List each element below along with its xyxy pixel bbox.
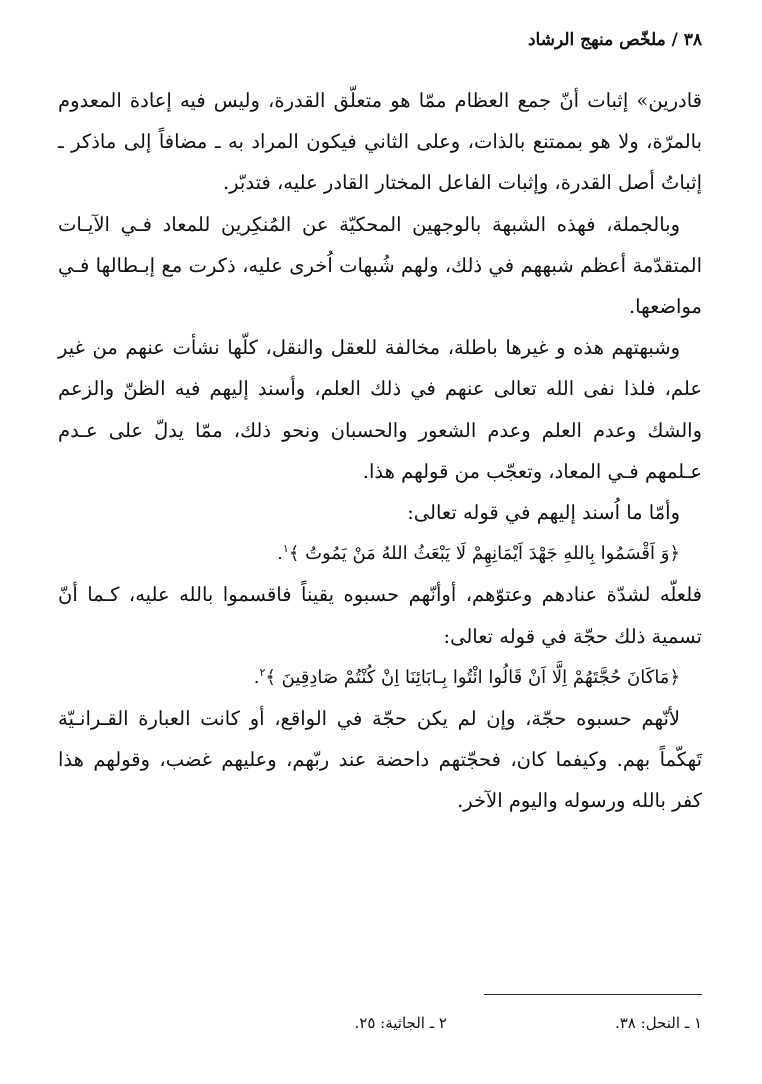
main-text xyxy=(58,80,702,822)
footnote-ref-2: ٢ xyxy=(259,665,266,679)
page-header: ٣٨ / ملخّص منهج الرشاد xyxy=(527,30,702,50)
quran-verse-1: ﴿وَ اَقْسَمُوا بِاللهِ جَهْدَ اَيْمَانِهِمْ لَا يَبْعَثُ اللهُ مَنْ يَمُوتُ ﴾$^١$. xyxy=(277,542,680,565)
footnote-2: ٢ ـ الجاثية: ٢٥. xyxy=(354,1014,447,1032)
footnote-ref-1: ١ xyxy=(282,542,289,556)
footnotes xyxy=(282,1014,702,1032)
paragraph-1: قادرين» إثبات أنّ جمع العظام ممّا هو متعلّق القدرة، وليس فيه إعادة المعدوم بالمرّة، ولا هو بممتنع بالذات، وعلى الثاني فيكون المراد به ـ مضافاً إلى ماذكر ـ إثباتُ أصل القدرة، وإثبات الفاعل المختار القادر عليه، فتدبّر. xyxy=(58,89,702,195)
paragraph-3: وشبهتهم هذه و غيرها باطلة، مخالفة للعقل والنقل، كلّها نشأت عنهم من غير علم، فلذا نفى الله تعالى عنهم في ذلك العلم، وأسند إليهم فيه الظنّ والزعم والشك وعدم العلم وعدم الشعور والحسبان ونحو ذلك، ممّا يدلّ على عـدم عـلمهم فـي المعاد، وتعجّب من قولهم هذا. xyxy=(58,336,702,483)
paragraph-2: وبالجملة، فهذه الشبهة بالوجهين المحكيّة عن المُنكِرين للمعاد فـي الآيـات المتقدّمة أعظم شبههم في ذلك، ولهم شُبهات اُخرى عليه، ذكرت مع إبـطالها فـي مواضعها. xyxy=(58,212,702,319)
paragraph-6: لأنّهم حسبوه حجّة، وإن لم يكن حجّة في الواقع، أو كانت العبارة القـرانـيّة تَهكّماً بهم. وكيفما كان، فحجّتهم داحضة عند ربّهم، وعليهم غضب، وقولهم هذا كفر بالله ورسوله واليوم الآخر. xyxy=(58,707,702,813)
paragraph-4: وأمّا ما اُسند إليهم في قوله تعالى: xyxy=(407,501,680,525)
paragraph-5: فلعلّه لشدّة عنادهم وعتوّهم، أوأنّهم حسبوه يقيناً فاقسموا بالله عليه، كـما أنّ تسمية ذلك حجّة في قوله تعالى: xyxy=(58,583,702,648)
footnote-divider xyxy=(484,994,702,995)
verse-2-text: ﴿مَاكَانَ حُجَّتَهُمْ اِلَّا اَنْ قَالُوا ائْتُوا بِـابَائِنَا اِنْ كُنْتُمْ صَادِقِينَ ﴾ xyxy=(265,666,680,688)
verse-1-text: ﴿وَ اَقْسَمُوا بِاللهِ جَهْدَ اَيْمَانِهِمْ لَا يَبْعَثُ اللهُ مَنْ يَمُوتُ ﴾ xyxy=(288,543,680,565)
quran-verse-2: ﴿مَاكَانَ حُجَّتَهُمْ اِلَّا اَنْ قَالُوا ائْتُوا بِـابَائِنَا اِنْ كُنْتُمْ صَادِقِينَ ﴾$^٢$. xyxy=(253,665,680,688)
footnote-1: ١ ـ النحل: ٣٨. xyxy=(614,1014,702,1032)
